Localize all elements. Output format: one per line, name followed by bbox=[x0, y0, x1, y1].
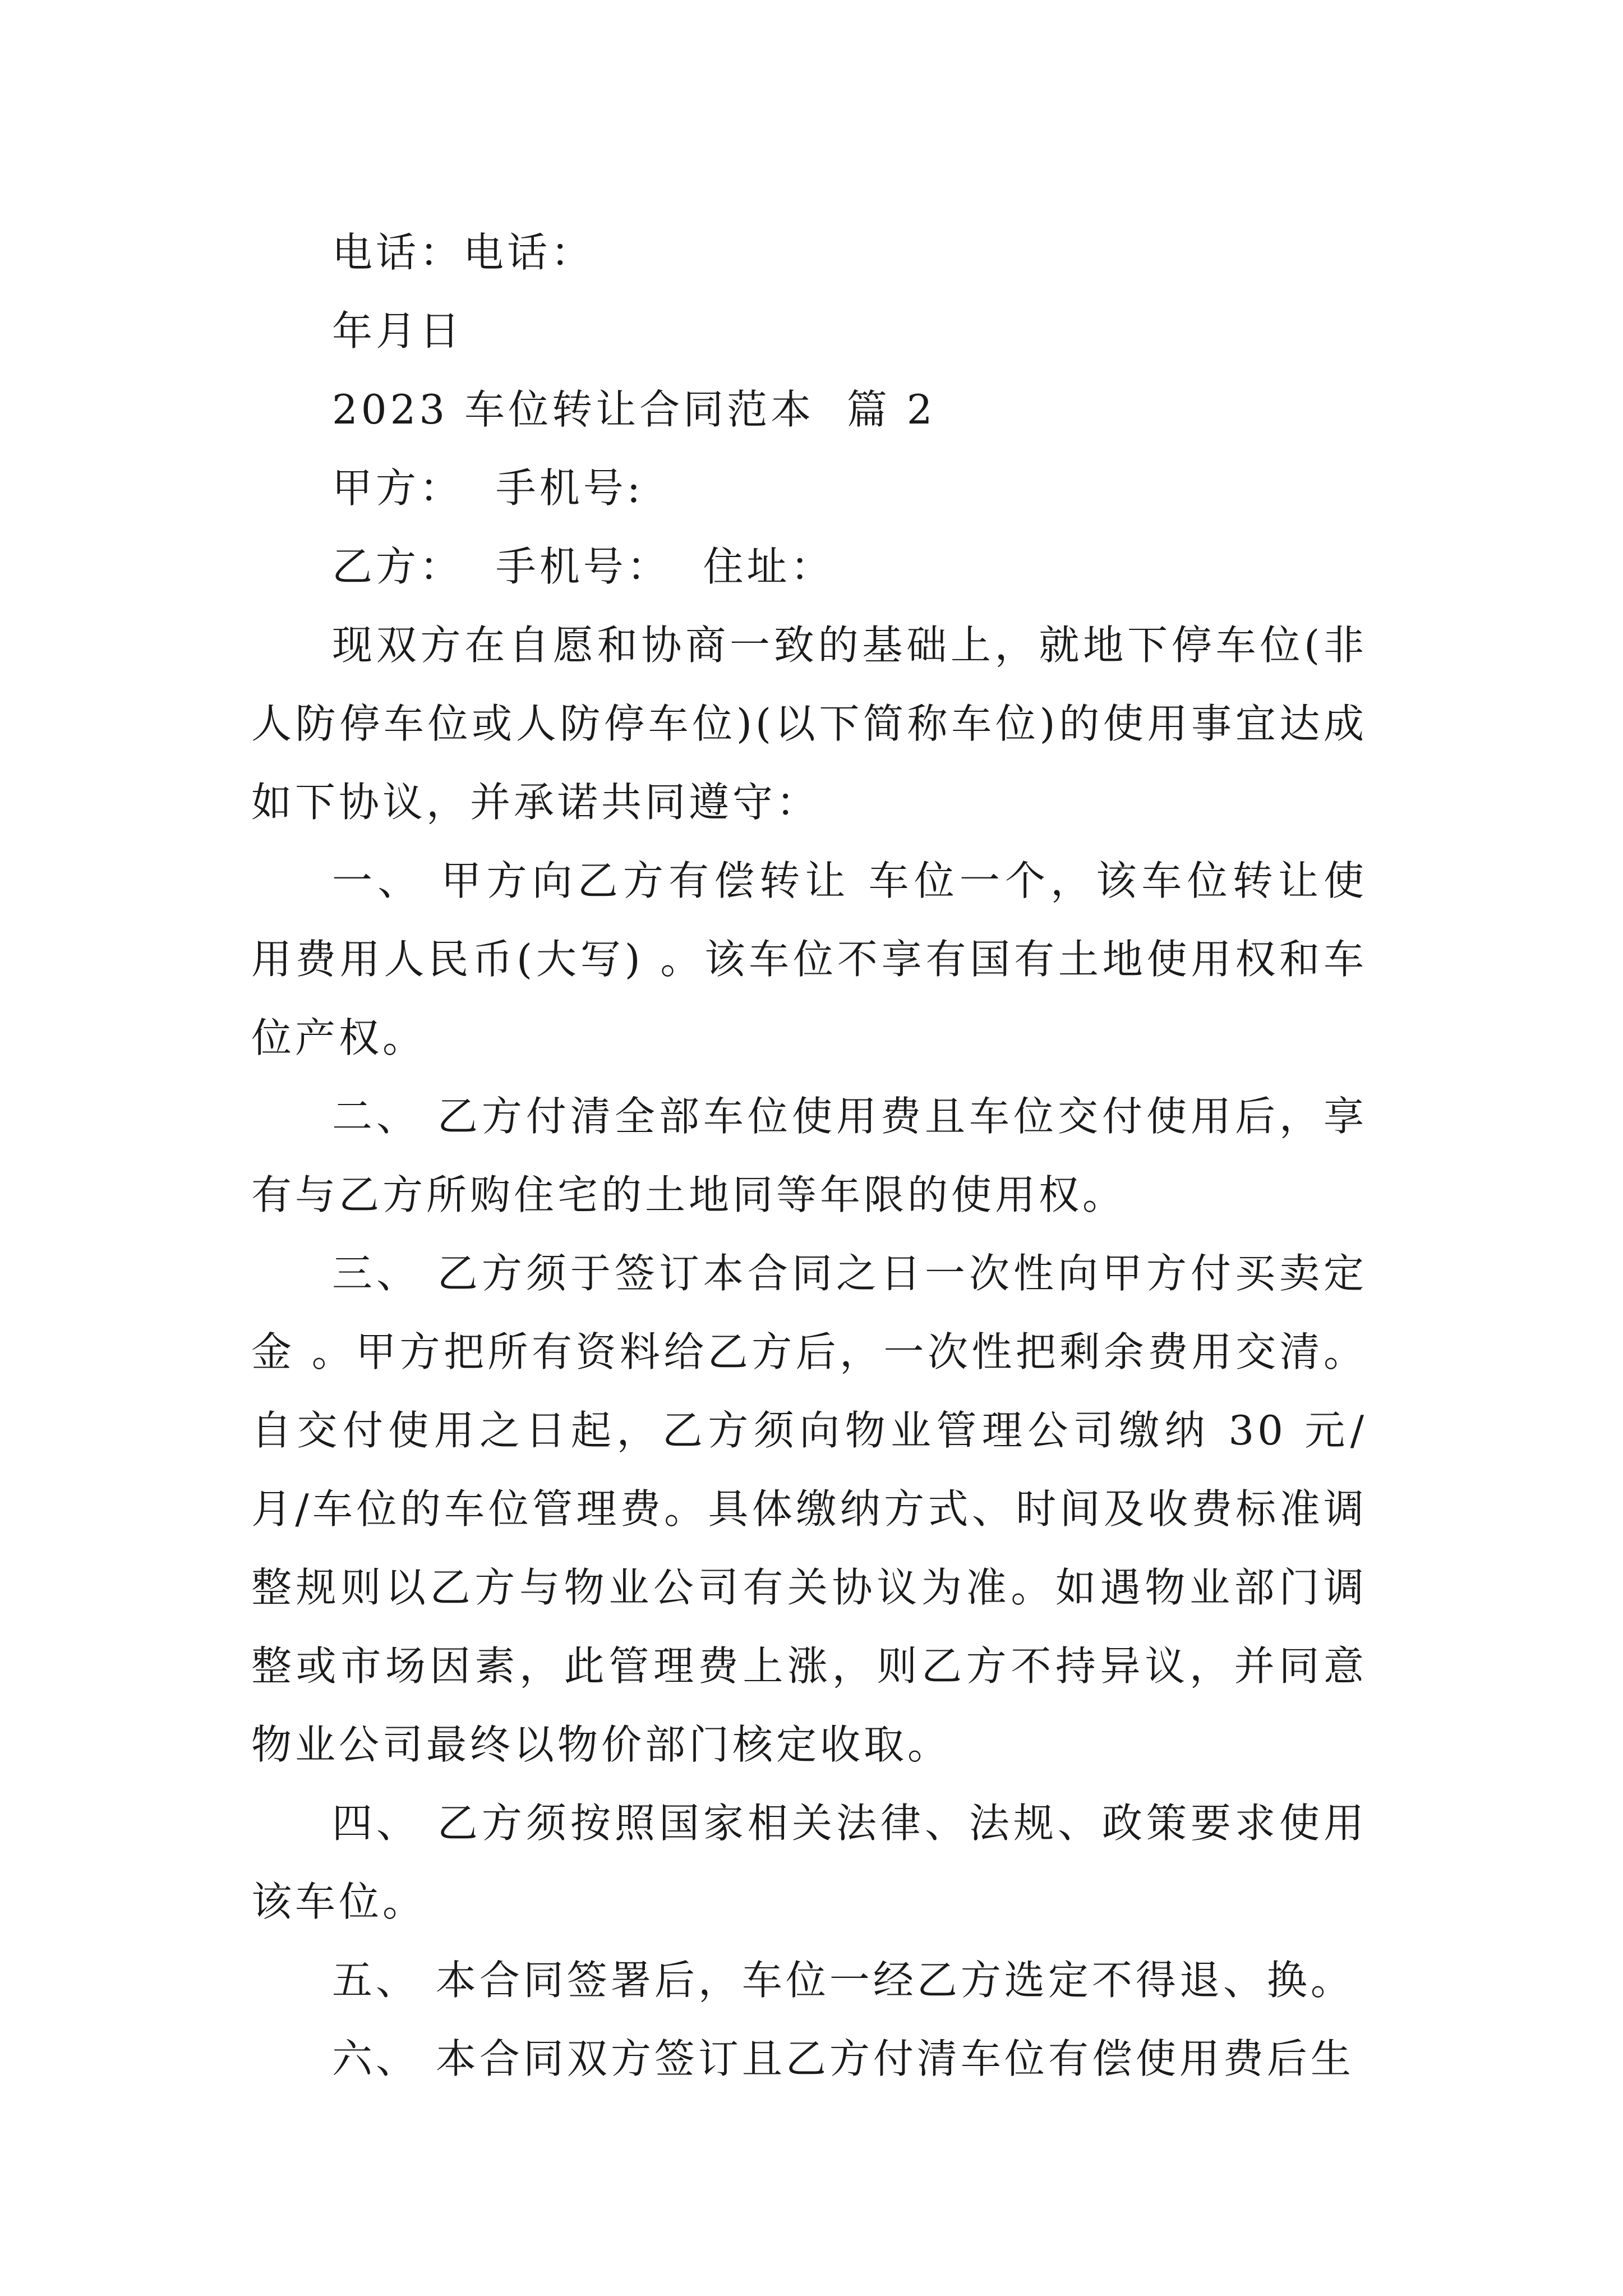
date-line: 年月日 bbox=[332, 307, 464, 355]
clause-1: 一、 甲方向乙方有偿转让 车位一个，该车位转让使用费用人民币(大写) 。该车位不享有国有土地使用权和车位产权。 bbox=[251, 857, 1367, 1061]
clause-2: 二、 乙方付清全部车位使用费且车位交付使用后，享有与乙方所购住宅的土地同等年限的使用权。 bbox=[251, 1093, 1367, 1218]
clause-3: 三、 乙方须于签订本合同之日一次性向甲方付买卖定金 。甲方把所有资料给乙方后，一次性把剩余费用交清。自交付使用之日起，乙方须向物业管理公司缴纳 30 元/月/车位的车位管理费。具体缴纳方式、时间及收费标准调整规则以乙方与物业公司有关协议为准。如遇物业部门调整或市场因素，此管理费上涨，则乙方不持异议，并同意物业公司最终以物价部门核定收取。 bbox=[251, 1250, 1367, 1768]
intro-paragraph: 现双方在自愿和协商一致的基础上，就地下停车位(非人防停车位或人防停车位)(以下简称车位)的使用事宜达成如下协议，并承诺共同遵守： bbox=[251, 622, 1367, 826]
document-body bbox=[251, 213, 1367, 2098]
clause-5: 五、 本合同签署后，车位一经乙方选定不得退、换。 bbox=[332, 1957, 1354, 2004]
phone-line: 电话：电话： bbox=[332, 229, 595, 276]
clause-4: 四、 乙方须按照国家相关法律、法规、政策要求使用该车位。 bbox=[251, 1800, 1367, 1925]
clause-6: 六、 本合同双方签订且乙方付清车位有偿使用费后生 bbox=[332, 2035, 1354, 2082]
section-title: 2023 车位转让合同范本 篇 2 bbox=[332, 386, 936, 433]
party-b-line: 乙方： 手机号： 住址： bbox=[332, 543, 834, 590]
party-a-line: 甲方： 手机号: bbox=[332, 464, 644, 512]
